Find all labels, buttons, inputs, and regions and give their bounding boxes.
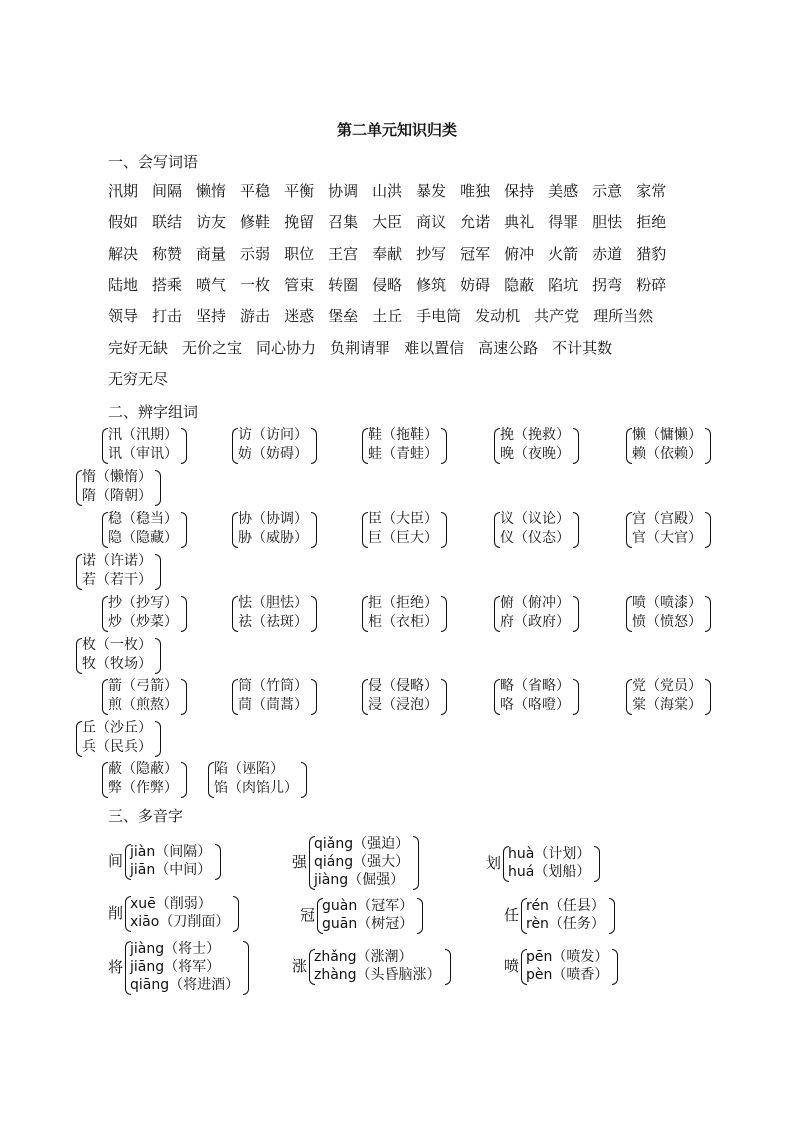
char-pair-word: 咯（咯噔） <box>500 697 570 713</box>
left-brace <box>232 596 238 632</box>
word-item: 堡垒 <box>328 307 359 325</box>
char-pair-word: 宫（宫殿） <box>632 511 702 527</box>
left-brace <box>232 679 238 715</box>
word-item: 喷气 <box>196 276 227 294</box>
char-pair-word: 挽（挽救） <box>500 427 570 443</box>
word-item: 修筑 <box>416 276 447 294</box>
char-pair-word: 讯（审讯） <box>108 446 178 462</box>
char-pair-word: 俯（俯冲） <box>500 595 570 611</box>
polyphone-reading: guān（树冠） <box>322 916 414 932</box>
word-item: 唯独 <box>460 182 491 200</box>
right-brace <box>609 898 615 934</box>
right-brace <box>311 679 317 715</box>
polyphone-char: 划 <box>486 854 502 872</box>
word-item: 俯冲 <box>504 245 535 263</box>
word-row <box>108 181 680 201</box>
word-item: 管束 <box>284 276 315 294</box>
word-item: 一枚 <box>240 276 271 294</box>
polyphone-reading: jiàn（间隔） <box>130 844 212 860</box>
char-pair <box>108 510 178 548</box>
left-brace <box>362 679 368 715</box>
char-pair-word: 兵（民兵） <box>82 739 152 755</box>
word-item: 商议 <box>416 213 447 231</box>
right-brace <box>612 949 618 985</box>
word-item: 猎豹 <box>636 245 667 263</box>
word-item: 修鞋 <box>240 213 271 231</box>
left-brace <box>102 428 108 464</box>
char-pair-word: 隐（隐藏） <box>108 530 178 546</box>
char-pair-word: 官（大官） <box>632 530 702 546</box>
left-brace <box>494 596 500 632</box>
char-pair-word: 鞋（拖鞋） <box>368 427 438 443</box>
word-item: 平衡 <box>284 182 315 200</box>
word-item: 同心协力 <box>256 339 317 357</box>
right-brace <box>301 762 307 798</box>
word-item: 陷坑 <box>548 276 579 294</box>
word-item: 土丘 <box>372 307 403 325</box>
word-item: 共产党 <box>534 307 580 325</box>
char-pair <box>238 426 308 464</box>
char-pair <box>368 677 438 715</box>
char-pair-word: 怯（胆怯） <box>238 595 308 611</box>
right-brace <box>573 596 579 632</box>
char-pair-word: 丘（沙丘） <box>82 720 152 736</box>
right-brace <box>594 846 600 882</box>
right-brace <box>705 679 711 715</box>
word-item: 侵略 <box>372 276 403 294</box>
char-pair-word: 汛（汛期） <box>108 427 178 443</box>
word-item: 粉碎 <box>636 276 667 294</box>
polyphone-char: 涨 <box>292 957 308 975</box>
polyphone-reading: rén（任县） <box>526 898 605 914</box>
char-pair <box>214 760 298 798</box>
word-item: 美感 <box>548 182 579 200</box>
char-pair <box>500 426 570 464</box>
right-brace <box>181 512 187 548</box>
right-brace <box>417 898 423 934</box>
right-brace <box>233 896 239 932</box>
polyphone-reading: qiǎng（强迫） <box>314 836 410 852</box>
char-pair-word: 箭（弓箭） <box>108 678 178 694</box>
char-pair-word: 略（省略） <box>500 678 570 694</box>
char-pair <box>632 677 702 715</box>
word-item: 冠军 <box>460 245 491 263</box>
char-pair <box>108 677 178 715</box>
char-pair-word: 臣（大臣） <box>368 511 438 527</box>
char-pair-word: 柜（衣柜） <box>368 614 438 630</box>
word-item: 拐弯 <box>592 276 623 294</box>
word-item: 职位 <box>284 245 315 263</box>
right-brace <box>181 762 187 798</box>
word-item: 完好无缺 <box>108 339 169 357</box>
left-brace <box>494 428 500 464</box>
right-brace <box>311 596 317 632</box>
polyphone-reading: zhàng（头昏脑涨） <box>314 967 441 983</box>
right-brace <box>181 428 187 464</box>
right-brace <box>441 512 447 548</box>
polyphone-reading: huà（计划） <box>508 846 591 862</box>
right-brace <box>215 844 221 880</box>
left-brace <box>362 512 368 548</box>
polyphone-reading: zhǎng（涨潮） <box>314 949 413 965</box>
word-row <box>108 244 680 264</box>
word-item: 平稳 <box>240 182 271 200</box>
right-brace <box>155 721 161 757</box>
word-item: 游击 <box>240 307 271 325</box>
char-pair-word: 馅（肉馅儿） <box>214 780 298 796</box>
char-pair-word: 喷（喷漆） <box>632 595 702 611</box>
page-title: 第二单元知识归类 <box>336 121 457 139</box>
char-pair-word: 蔽（隐蔽） <box>108 761 178 777</box>
char-pair-word: 陷（诬陷） <box>214 761 284 777</box>
polyphone-char: 强 <box>292 853 308 871</box>
word-item: 访友 <box>196 213 227 231</box>
left-brace <box>76 470 82 506</box>
word-item: 典礼 <box>504 213 535 231</box>
word-item: 示意 <box>592 182 623 200</box>
char-pair-word: 蛙（青蛙） <box>368 446 438 462</box>
char-pair <box>368 594 438 632</box>
word-item: 领导 <box>108 307 139 325</box>
polyphone-reading: xiāo（刀削面） <box>130 914 230 930</box>
word-item: 家常 <box>636 182 667 200</box>
polyphone-char: 削 <box>108 904 124 922</box>
word-item: 发动机 <box>475 307 521 325</box>
char-pair-word: 诺（许诺） <box>82 553 152 569</box>
right-brace <box>181 679 187 715</box>
char-pair <box>500 594 570 632</box>
word-item: 暴发 <box>416 182 447 200</box>
right-brace <box>441 596 447 632</box>
word-item: 无穷无尽 <box>108 370 169 388</box>
word-item: 假如 <box>108 213 139 231</box>
word-item: 打击 <box>152 307 183 325</box>
right-brace <box>441 428 447 464</box>
word-item: 迷惑 <box>284 307 315 325</box>
char-pair-word: 若（若干） <box>82 572 152 588</box>
char-pair-word: 侵（侵略） <box>368 678 438 694</box>
word-item: 汛期 <box>108 182 139 200</box>
char-pair <box>632 510 702 548</box>
word-item: 称赞 <box>152 245 183 263</box>
word-item: 间隔 <box>152 182 183 200</box>
polyphone-reading: jiàng（将士） <box>130 941 221 957</box>
word-row <box>108 275 680 295</box>
word-item: 搭乘 <box>152 276 183 294</box>
word-item: 示弱 <box>240 245 271 263</box>
polyphone-char: 喷 <box>504 957 520 975</box>
word-item: 挽留 <box>284 213 315 231</box>
left-brace <box>626 512 632 548</box>
right-brace <box>573 512 579 548</box>
char-pair-word: 牧（牧场） <box>82 656 152 672</box>
word-item: 手电筒 <box>416 307 462 325</box>
right-brace <box>155 470 161 506</box>
word-item: 大臣 <box>372 213 403 231</box>
polyphone-char: 任 <box>504 906 520 924</box>
word-row <box>108 212 680 232</box>
char-pair <box>82 719 152 757</box>
char-pair <box>368 510 438 548</box>
word-item: 奉献 <box>372 245 403 263</box>
word-item: 商量 <box>196 245 227 263</box>
char-pair-word: 筒（竹筒） <box>238 678 308 694</box>
char-pair <box>368 426 438 464</box>
polyphone-reading: guàn（冠军） <box>322 898 414 914</box>
word-row <box>108 338 626 358</box>
left-brace <box>362 596 368 632</box>
polyphone-char: 间 <box>108 852 124 870</box>
word-item: 召集 <box>328 213 359 231</box>
char-pair <box>108 760 178 798</box>
section-heading-words: 一、会写词语 <box>108 153 199 171</box>
char-pair-word: 茼（茼蒿） <box>238 697 308 713</box>
word-item: 无价之宝 <box>182 339 243 357</box>
char-pair <box>500 677 570 715</box>
char-pair <box>108 594 178 632</box>
word-item: 火箭 <box>548 245 579 263</box>
word-item: 坚持 <box>196 307 227 325</box>
word-item: 保持 <box>504 182 535 200</box>
polyphone-reading: qiāng（将进酒） <box>130 977 240 993</box>
right-brace <box>155 554 161 590</box>
right-brace <box>573 679 579 715</box>
left-brace <box>102 762 108 798</box>
word-item: 高速公路 <box>478 339 539 357</box>
left-brace <box>76 554 82 590</box>
word-item: 山洪 <box>372 182 403 200</box>
char-pair-word: 惰（懒惰） <box>82 469 152 485</box>
right-brace <box>243 941 249 995</box>
word-item: 隐蔽 <box>504 276 535 294</box>
polyphone-char: 将 <box>108 958 124 976</box>
polyphone-reading: xuē（削弱） <box>130 896 212 912</box>
char-pair-word: 议（议论） <box>500 511 570 527</box>
char-pair <box>238 594 308 632</box>
left-brace <box>626 679 632 715</box>
word-item: 允诺 <box>460 213 491 231</box>
left-brace <box>102 596 108 632</box>
word-item: 协调 <box>328 182 359 200</box>
word-item: 难以置信 <box>404 339 465 357</box>
word-row <box>108 306 667 326</box>
char-pair <box>238 510 308 548</box>
left-brace <box>76 638 82 674</box>
char-pair-word: 隋（隋朝） <box>82 488 152 504</box>
char-pair-word: 枚（一枚） <box>82 637 152 653</box>
char-pair-word: 祛（祛斑） <box>238 614 308 630</box>
word-item: 王宫 <box>328 245 359 263</box>
char-pair <box>238 677 308 715</box>
char-pair-word: 懒（慵懒） <box>632 427 702 443</box>
left-brace <box>208 762 214 798</box>
word-item: 赤道 <box>592 245 623 263</box>
char-pair <box>108 426 178 464</box>
left-brace <box>626 596 632 632</box>
right-brace <box>413 836 419 890</box>
char-pair-word: 愤（愤怒） <box>632 614 702 630</box>
section-heading-polyphones: 三、多音字 <box>108 807 184 825</box>
polyphone-char: 冠 <box>300 906 316 924</box>
right-brace <box>705 428 711 464</box>
left-brace <box>494 512 500 548</box>
char-pair-word: 访（访问） <box>238 427 308 443</box>
char-pair-word: 巨（巨大） <box>368 530 438 546</box>
char-pair-word: 妨（妨碍） <box>238 446 308 462</box>
word-item: 抄写 <box>416 245 447 263</box>
right-brace <box>181 596 187 632</box>
right-brace <box>573 428 579 464</box>
right-brace <box>155 638 161 674</box>
char-pair-word: 煎（煎熬） <box>108 697 178 713</box>
char-pair-word: 抄（抄写） <box>108 595 178 611</box>
word-item: 懒惰 <box>196 182 227 200</box>
right-brace <box>311 512 317 548</box>
polyphone-reading: jiāng（将军） <box>130 959 221 975</box>
char-pair-word: 晚（夜晚） <box>500 446 570 462</box>
char-pair-word: 稳（稳当） <box>108 511 178 527</box>
char-pair <box>500 510 570 548</box>
left-brace <box>626 428 632 464</box>
char-pair <box>632 426 702 464</box>
right-brace <box>445 949 451 985</box>
char-pair-word: 弊（作弊） <box>108 780 178 796</box>
right-brace <box>705 512 711 548</box>
polyphone-reading: rèn（任务） <box>526 916 605 932</box>
word-item: 胆怯 <box>592 213 623 231</box>
char-pair-word: 府（政府） <box>500 614 570 630</box>
polyphone-reading: jiān（中间） <box>130 862 212 878</box>
char-pair-word: 胁（威胁） <box>238 530 308 546</box>
word-item: 陆地 <box>108 276 139 294</box>
word-item: 理所当然 <box>593 307 654 325</box>
char-pair <box>82 468 152 506</box>
right-brace <box>705 596 711 632</box>
left-brace <box>232 512 238 548</box>
word-item: 联结 <box>152 213 183 231</box>
char-pair-word: 浸（浸泡） <box>368 697 438 713</box>
polyphone-reading: jiàng（倔强） <box>314 872 405 888</box>
right-brace <box>441 679 447 715</box>
left-brace <box>362 428 368 464</box>
word-item: 解决 <box>108 245 139 263</box>
section-heading-distinguish: 二、辨字组词 <box>108 403 199 421</box>
char-pair <box>82 636 152 674</box>
char-pair-word: 仪（仪态） <box>500 530 570 546</box>
char-pair-word: 赖（依赖） <box>632 446 702 462</box>
right-brace <box>311 428 317 464</box>
left-brace <box>494 679 500 715</box>
word-item: 拒绝 <box>636 213 667 231</box>
char-pair-word: 棠（海棠） <box>632 697 702 713</box>
word-row <box>108 369 182 389</box>
char-pair-word: 党（党员） <box>632 678 702 694</box>
char-pair-word: 炒（炒菜） <box>108 614 178 630</box>
word-item: 负荆请罪 <box>330 339 391 357</box>
word-item: 妨碍 <box>460 276 491 294</box>
char-pair-word: 拒（拒绝） <box>368 595 438 611</box>
char-pair <box>632 594 702 632</box>
polyphone-reading: pèn（喷香） <box>526 967 609 983</box>
word-item: 得罪 <box>548 213 579 231</box>
left-brace <box>102 679 108 715</box>
polyphone-reading: qiáng（强大） <box>314 854 410 870</box>
char-pair <box>82 552 152 590</box>
polyphone-reading: huá（划船） <box>508 864 591 880</box>
left-brace <box>232 428 238 464</box>
polyphone-reading: pēn（喷发） <box>526 949 609 965</box>
left-brace <box>76 721 82 757</box>
word-item: 不计其数 <box>552 339 613 357</box>
left-brace <box>102 512 108 548</box>
word-item: 转圈 <box>328 276 359 294</box>
char-pair-word: 协（协调） <box>238 511 308 527</box>
